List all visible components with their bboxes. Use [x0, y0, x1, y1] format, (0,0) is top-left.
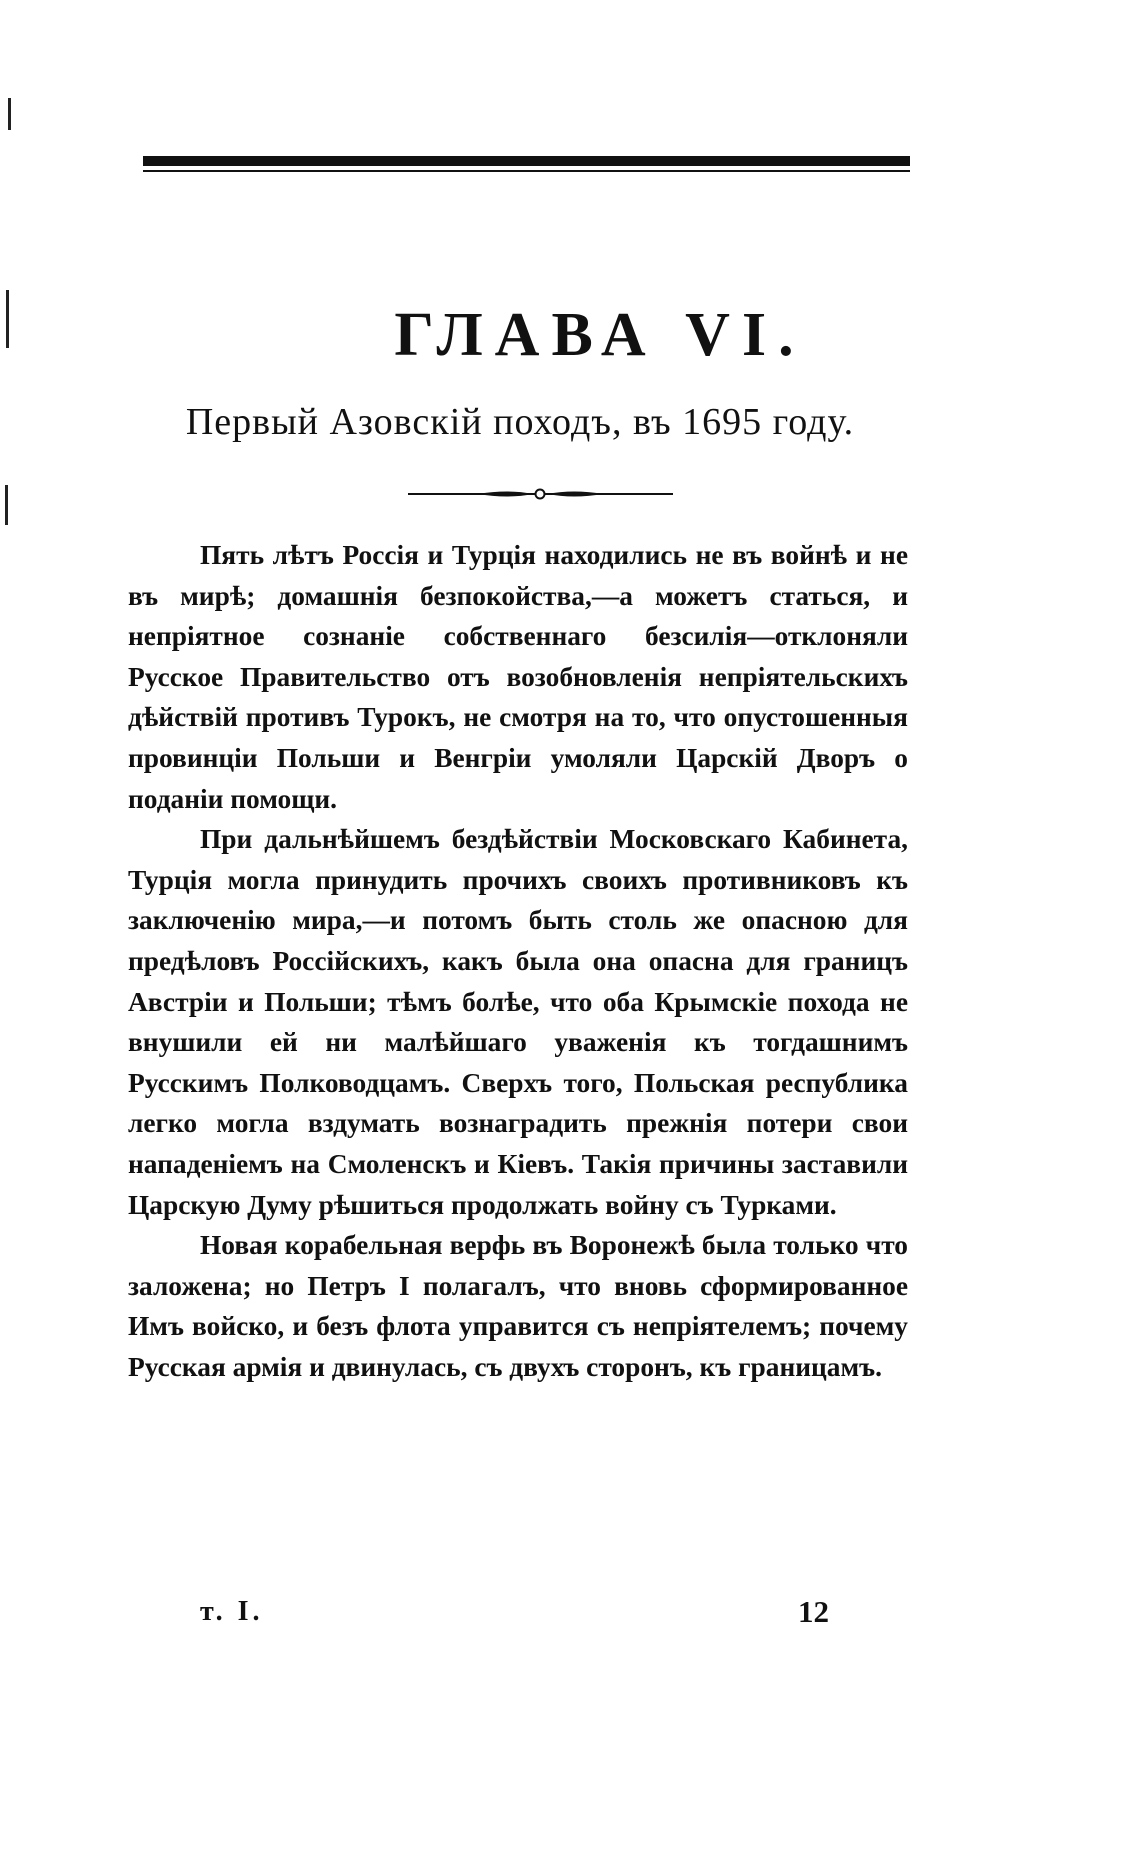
scan-edge-mark — [6, 290, 9, 348]
scan-edge-mark — [8, 98, 11, 130]
top-double-rule — [143, 156, 910, 172]
ornament-divider-icon — [408, 486, 673, 502]
chapter-body — [128, 535, 908, 1387]
chapter-title: ГЛАВА VI. — [394, 301, 806, 369]
chapter-subtitle: Первый Азовскій походъ, въ 1695 году. — [185, 401, 855, 443]
paragraph: Новая корабельная верфь въ Воронежѣ была только что заложена; но Петръ I полагалъ, что вновь сформированное Имъ войско, и безъ флота управится съ непріятелемъ; почему Русская армія и двинулась, съ двухъ сторонъ, къ границамъ. — [128, 1230, 908, 1382]
signature-mark: т. I. — [200, 1596, 264, 1627]
page-number: 12 — [798, 1594, 829, 1629]
paragraph: При дальнѣйшемъ бездѣйствіи Московскаго Кабинета, Турція могла принудить прочихъ своихъ противниковъ къ заключенію мира,—и потомъ быть столь же опасною для предѣловъ Россійскихъ, какъ была она опасна для границъ Австріи и Польши; тѣмъ болѣе, что оба Крымскіе похода не внушили ей ни малѣйшаго уваженія къ тогдашнимъ Русскимъ Полководцамъ. Сверхъ того, Польская республика легко могла вздумать вознаградить прежнія потери свои нападеніемъ на Смоленскъ и Кіевъ. Такія причины заставили Царскую Думу рѣшиться продолжать войну съ Турками. — [128, 824, 908, 1220]
paragraph: Пять лѣтъ Россія и Турція находились не въ войнѣ и не въ мирѣ; домашнія безпокойства,—а можетъ статься, и непріятное сознаніе собственнаго безсилія—отклоняли Русское Правительство отъ возобновленія непріятельскихъ дѣйствій противъ Турокъ, не смотря на то, что опустошенныя провинціи Польши и Венгріи умоляли Царскій Дворъ о поданіи помощи. — [128, 540, 908, 814]
scan-edge-mark — [5, 485, 8, 525]
